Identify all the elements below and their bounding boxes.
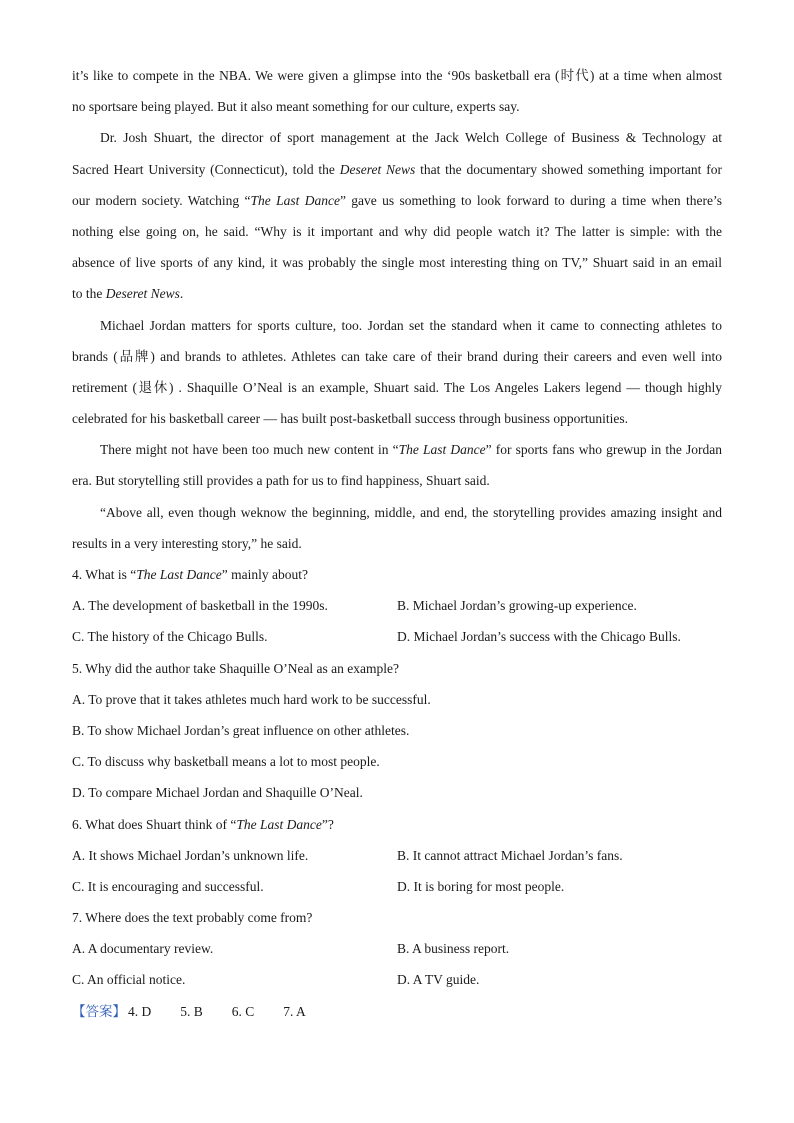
passage-line: brands (品牌) and brands to athletes. Athletes can take care of their brand during their careers and even well into [72, 348, 722, 364]
options-list [72, 590, 722, 652]
question-stem [72, 559, 722, 590]
line-text: to the [72, 286, 106, 302]
answer-item: 6. C [231, 1003, 255, 1019]
question-6 [72, 809, 722, 903]
line-text: our modern society. Watching “ [72, 192, 251, 208]
passage-line: Dr. Josh Shuart, the director of sport management at the Jack Welch College of Business & Technology at [100, 130, 722, 146]
stem-text: 4. What is “ [72, 567, 137, 582]
passage-line: Michael Jordan matters for sports culture, too. Jordan set the standard when it came to connecting athletes to [100, 317, 722, 333]
passage-line [72, 434, 722, 465]
passage-line: it’s like to compete in the NBA. We were given a glimpse into the ‘90s basketball era (时代) at a time when almost [72, 68, 722, 83]
passage-line: absence of live sports of any kind, it was probably the single most interesting thing on TV,” Shuart said in an email [72, 255, 722, 271]
stem-text: ”? [321, 816, 334, 832]
passage-line: nothing else going on, he said. “Why is it important and why did people watch it? The latter is simple: with the [72, 223, 722, 239]
answer-item: 5. B [180, 1003, 203, 1019]
option-b: B. A business report. [397, 941, 510, 957]
passage-paragraph [72, 434, 722, 496]
stem-text: ” mainly about? [221, 567, 308, 582]
documentary-title: The Last Dance [136, 567, 222, 582]
documentary-title: The Last Dance [236, 816, 322, 832]
documentary-title: The Last Dance [398, 442, 486, 458]
passage-line: no sportsare being played. But it also meant something for our culture, experts say. [72, 99, 520, 115]
passage-paragraph [72, 60, 722, 122]
options-list [72, 684, 722, 809]
answer-label: 【答案】 [72, 1003, 126, 1019]
option-a: A. The development of basketball in the 1990s. [72, 598, 328, 614]
passage-line [72, 278, 722, 309]
question-stem: 5. Why did the author take Shaquille O’Neal as an example? [72, 660, 400, 676]
stem-text: 6. What does Shuart think of “ [72, 816, 237, 832]
page-content [72, 60, 722, 1027]
option-d: D. Michael Jordan’s success with the Chicago Bulls. [397, 629, 681, 645]
option-a: A. It shows Michael Jordan’s unknown life. [72, 847, 309, 863]
option-a: A. To prove that it takes athletes much hard work to be successful. [72, 691, 431, 707]
option-b: B. To show Michael Jordan’s great influence on other athletes. [72, 722, 410, 738]
option-d: D. It is boring for most people. [397, 878, 565, 894]
line-text: . [179, 286, 184, 302]
answer-key [72, 996, 722, 1027]
passage-paragraph [72, 122, 722, 309]
option-c: C. It is encouraging and successful. [72, 878, 264, 894]
reading-passage [72, 60, 722, 559]
option-c: C. An official notice. [72, 972, 186, 988]
line-text: ” for sports fans who grewup in the Jordan [485, 442, 723, 458]
line-text: ” gave us something to look forward to during a time when there’s [339, 192, 722, 208]
line-text: There might not have been too much new content in “ [100, 442, 399, 458]
option-d: D. A TV guide. [397, 972, 480, 988]
question-stem [72, 809, 722, 840]
line-text: Sacred Heart University (Connecticut), told the [72, 161, 340, 177]
options-list [72, 933, 722, 995]
passage-line: celebrated for his basketball career — has built post-basketball success through business opportunities. [72, 411, 628, 427]
passage-line: era. But storytelling still provides a path for us to find happiness, Shuart said. [72, 473, 490, 489]
question-5 [72, 653, 722, 809]
option-b: B. It cannot attract Michael Jordan’s fans. [397, 847, 623, 863]
options-list [72, 840, 722, 902]
option-b: B. Michael Jordan’s growing-up experience. [397, 598, 637, 614]
publication-title: Deseret News [105, 286, 180, 302]
passage-line [72, 154, 722, 185]
publication-title: Deseret News [339, 161, 416, 177]
passage-paragraph [72, 310, 722, 435]
passage-line: “Above all, even though weknow the beginning, middle, and end, the storytelling provides amazing insight and [100, 504, 722, 520]
passage-line [72, 185, 722, 216]
passage-line: results in a very interesting story,” he said. [72, 535, 302, 551]
passage-paragraph [72, 497, 722, 559]
passage-line: retirement (退休) . Shaquille O’Neal is an example, Shuart said. The Los Angeles Lakers legend — though highly [72, 379, 722, 395]
question-7 [72, 902, 722, 996]
option-c: C. The history of the Chicago Bulls. [72, 629, 268, 645]
question-stem: 7. Where does the text probably come from? [72, 910, 313, 926]
option-c: C. To discuss why basketball means a lot to most people. [72, 754, 380, 770]
question-4 [72, 559, 722, 653]
documentary-title: The Last Dance [250, 192, 340, 208]
option-d: D. To compare Michael Jordan and Shaquille O’Neal. [72, 785, 363, 801]
answer-item: 7. A [283, 1003, 306, 1019]
line-text: that the documentary showed something important for [415, 161, 722, 177]
option-a: A. A documentary review. [72, 941, 214, 957]
answer-item: 4. D [128, 1003, 152, 1019]
